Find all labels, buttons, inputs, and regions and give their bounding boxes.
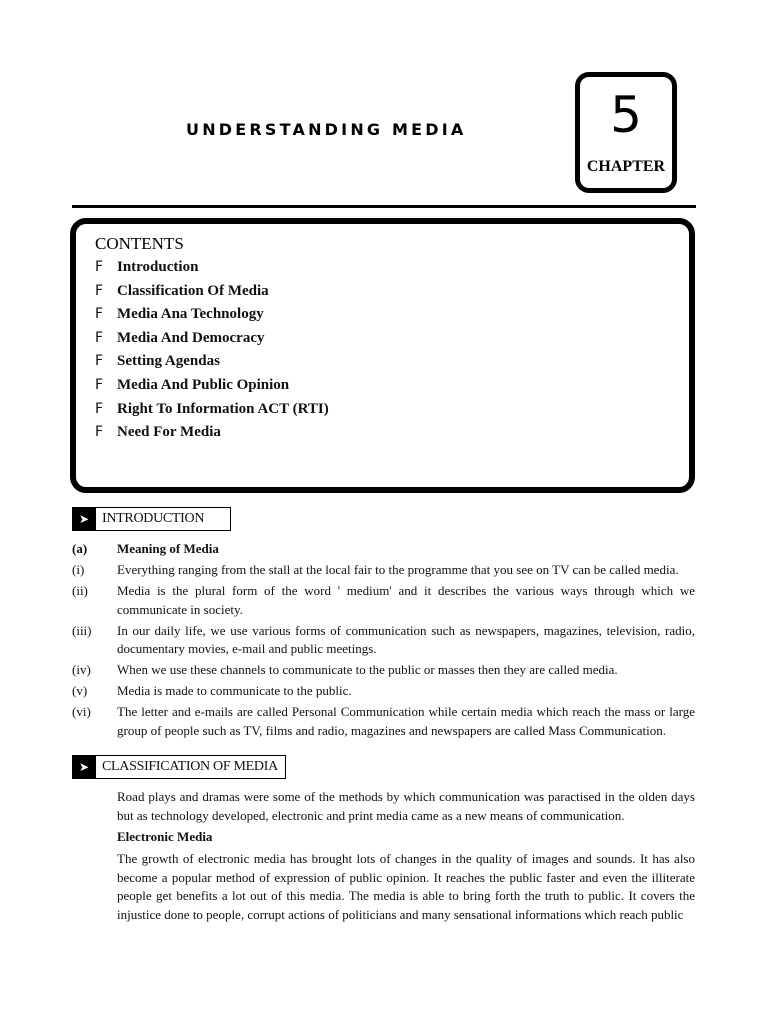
list-item <box>72 661 695 680</box>
list-text: Everything ranging from the stall at the local fair to the programme that you see on TV can be called media. <box>117 562 679 577</box>
chapter-number: 5 <box>610 86 642 144</box>
contents-item <box>95 350 329 374</box>
bullet-icon: F <box>95 329 104 346</box>
contents-item-label: Media Ana Technology <box>117 306 264 323</box>
contents-box <box>70 218 695 493</box>
contents-heading: CONTENTS <box>95 234 184 253</box>
list-marker: (a) <box>72 541 88 556</box>
bullet-icon: F <box>95 306 104 323</box>
chapter-label: CHAPTER <box>586 158 666 175</box>
list-marker: (iii) <box>72 622 92 638</box>
contents-item <box>95 327 329 351</box>
section-heading-label: INTRODUCTION <box>102 511 205 526</box>
list-text: Media is the plural form of the word ' medium' and it describes the various ways through which we communicate in society. <box>117 583 695 617</box>
contents-item-label: Classification Of Media <box>117 282 269 299</box>
contents-item-label: Introduction <box>117 259 199 275</box>
list-marker: (vi) <box>72 704 91 719</box>
chevron-right-icon: ➤ <box>72 755 96 779</box>
contents-list <box>95 256 329 445</box>
contents-item-label: Need For Media <box>117 424 221 441</box>
contents-item <box>95 398 329 422</box>
section-heading-introduction <box>72 507 231 531</box>
section-heading-classification <box>72 755 286 779</box>
introduction-list <box>72 540 695 743</box>
bullet-icon: F <box>95 353 104 370</box>
subheading-electronic-media: Electronic Media <box>117 829 213 844</box>
list-item <box>72 622 695 659</box>
bullet-icon: F <box>95 376 104 393</box>
bullet-icon: F <box>95 282 104 299</box>
contents-item <box>95 256 329 280</box>
list-text: When we use these channels to communicate to the public or masses then they are called media. <box>117 662 618 677</box>
list-marker: (ii) <box>72 583 88 598</box>
page-title: UNDERSTANDING MEDIA <box>186 120 467 139</box>
bullet-icon: F <box>95 400 104 417</box>
contents-item <box>95 303 329 327</box>
electronic-media-body: The growth of electronic media has brought lots of changes in the quality of images and sounds. It has also become a popular method of expression of public opinion. It reaches the public faster and even the illiterate people get benefits a lot out of this media. The media is able to bring forth the truth to public. It covers the injustice done to people, corrupt actions of politicians and many sensational informations which reach public <box>117 851 695 922</box>
list-item <box>72 561 695 580</box>
list-item <box>72 540 695 559</box>
contents-item-label: Media And Democracy <box>117 329 265 346</box>
list-item <box>72 682 695 701</box>
list-text: In our daily life, we use various forms of communication such as newspapers, magazines, television, radio, documentary movies, e-mail and public meetings. <box>117 622 695 656</box>
section-heading-label: CLASSIFICATION OF MEDIA <box>102 759 278 774</box>
bullet-icon: F <box>95 424 104 441</box>
contents-item-label: Media And Public Opinion <box>117 376 290 393</box>
contents-item <box>95 421 329 445</box>
list-item <box>72 703 695 740</box>
contents-item-label: Right To Information ACT (RTI) <box>117 400 329 417</box>
contents-item-label: Setting Agendas <box>117 353 220 370</box>
list-item <box>72 582 695 619</box>
chevron-right-icon: ➤ <box>72 507 96 531</box>
list-marker: (iv) <box>72 662 91 677</box>
classification-intro: Road plays and dramas were some of the methods by which communication was paractised in the olden days but as technology developed, electronic and print media came as a new means of communication. <box>117 789 695 823</box>
list-marker: (i) <box>72 562 85 577</box>
contents-item <box>95 374 329 398</box>
chapter-badge <box>575 72 677 193</box>
list-text: The letter and e-mails are called Personal Communication while certain media which reach the mass or large group of people such as TV, films and radio, magazines and newspapers are called Mass Communication. <box>117 704 695 738</box>
bullet-icon: F <box>95 259 104 275</box>
list-marker: (v) <box>72 683 88 698</box>
contents-item <box>95 280 329 304</box>
list-text: Media is made to communicate to the public. <box>117 683 352 698</box>
title-divider <box>72 205 696 208</box>
subheading: Meaning of Media <box>117 541 219 556</box>
